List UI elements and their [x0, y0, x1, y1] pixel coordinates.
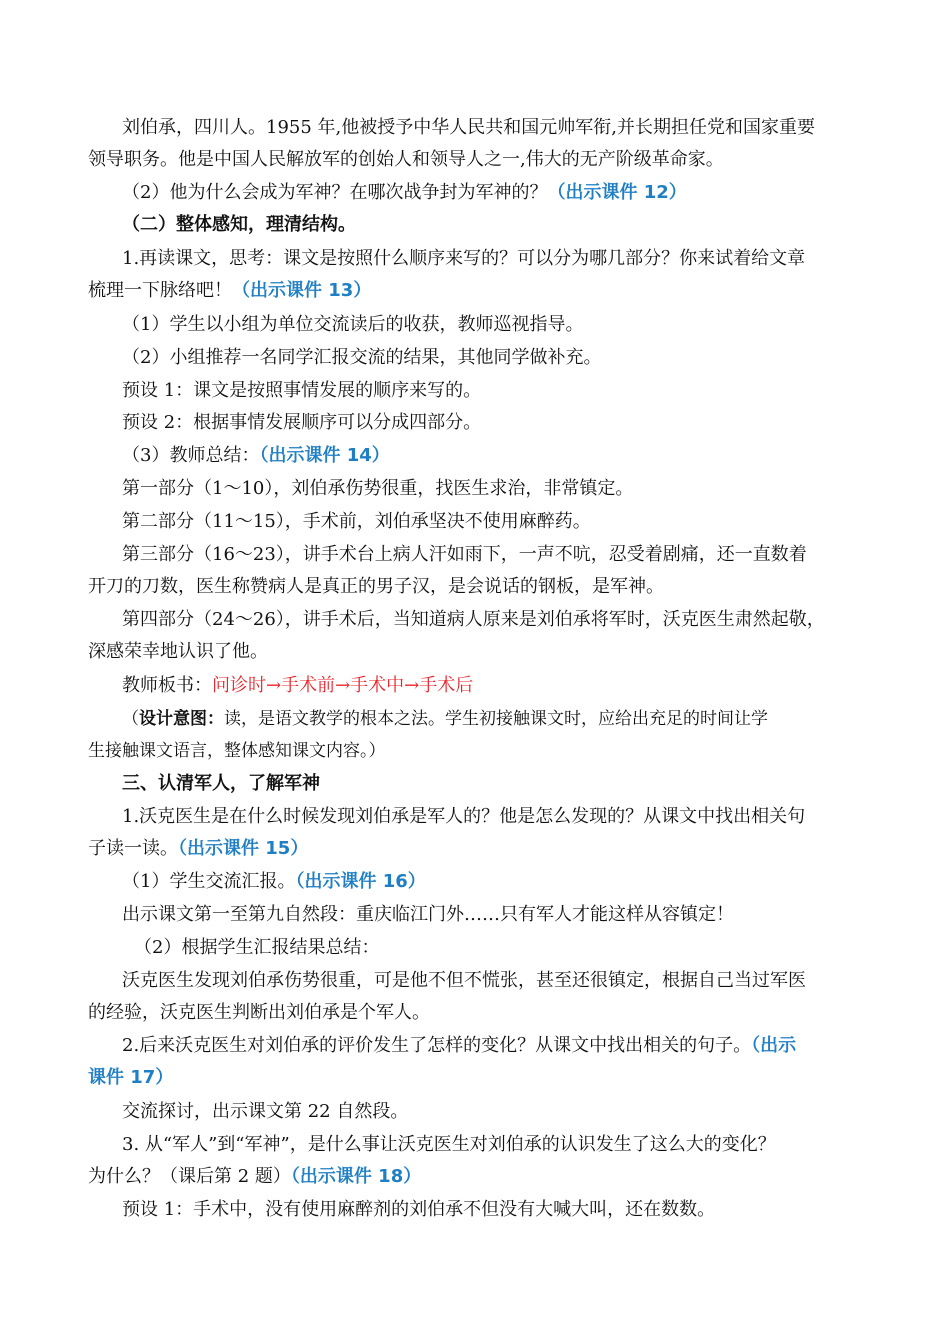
paragraph-text: 第四部分（24～26），讲手术后，当知道病人原来是刘伯承将军时，沃克医生肃然起敬， — [122, 609, 825, 630]
paragraph-text: 梳理一下脉络吧！ — [88, 280, 232, 301]
paragraph-text: 开刀的刀数，医生称赞病人是真正的男子汉，是会说话的钢板，是军神。 — [88, 576, 664, 597]
courseware-ref: （出示课件 14） — [259, 445, 390, 466]
courseware-ref: （出示课件 13） — [232, 280, 372, 301]
design-intent-text: 读，是语文教学的根本之法。学生初接触课文时，应给出充足的时间让学 — [224, 709, 768, 729]
paragraph-text: 领导职务。他是中国人民解放军的创始人和领导人之一,伟大的无产阶级革命家。 — [88, 149, 724, 170]
design-intent-text: 生接触课文语言，整体感知课文内容。） — [88, 741, 386, 761]
board-writing-line — [122, 670, 858, 702]
paragraph-text: 第一部分（1～10），刘伯承伤势很重，找医生求治，非常镇定。 — [122, 478, 634, 499]
paragraph-text: 子读一读。 — [88, 838, 178, 859]
paragraph-text: 预设 2：根据事情发展顺序可以分成四部分。 — [122, 412, 482, 433]
design-intent-label: 设计意图： — [139, 709, 224, 729]
paren-open: （ — [122, 709, 139, 729]
courseware-ref: （出示 — [751, 1035, 797, 1056]
paragraph-text: 第二部分（11～15），手术前，刘伯承坚决不使用麻醉药。 — [122, 511, 591, 532]
paragraph-text: 预设 1：课文是按照事情发展的顺序来写的。 — [122, 380, 482, 401]
paragraph-text: （1）学生交流汇报。 — [122, 871, 296, 892]
paragraph-text: 1.再读课文，思考：课文是按照什么顺序来写的？可以分为哪几部分？你来试着给文章 — [122, 248, 806, 269]
board-label: 教师板书： — [122, 675, 212, 696]
section-heading: （二）整体感知，理清结构。 — [122, 214, 356, 235]
paragraph-text: 预设 1：手术中，没有使用麻醉剂的刘伯承不但没有大喊大叫，还在数数。 — [122, 1199, 716, 1220]
courseware-ref: 课件 17） — [88, 1067, 174, 1088]
paragraph-text: 沃克医生发现刘伯承伤势很重，可是他不但不慌张，甚至还很镇定，根据自己当过军医 — [122, 970, 806, 991]
design-intent-line — [122, 703, 858, 735]
paragraph-line — [122, 866, 858, 898]
paragraph-line — [122, 440, 858, 472]
paragraph-text: 3. 从“军人”到“军神”，是什么事让沃克医生对刘伯承的认识发生了这么大的变化？ — [122, 1134, 776, 1155]
paragraph-line — [122, 1030, 858, 1062]
section-heading: 三、认清军人，了解军神 — [122, 773, 320, 794]
paragraph-line — [88, 275, 858, 307]
question-text: （2）他为什么会成为军神？在哪次战争封为军神的？ — [122, 182, 548, 203]
board-writing: 问诊时→手术前→手术中→手术后 — [212, 675, 474, 696]
paragraph-line — [88, 1161, 858, 1193]
paragraph-text: 第三部分（16～23），讲手术台上病人汗如雨下，一声不吭，忍受着剧痛，还一直数着 — [122, 544, 807, 565]
paragraph-text: 1.沃克医生是在什么时候发现刘伯承是军人的？他是怎么发现的？从课文中找出相关句 — [122, 806, 806, 827]
courseware-ref: （出示课件 12） — [547, 182, 687, 203]
courseware-ref: （出示课件 16） — [295, 871, 426, 892]
paragraph-text: 出示课文第一至第九自然段：重庆临江门外……只有军人才能这样从容镇定！ — [122, 904, 734, 925]
courseware-ref: （出示课件 15） — [178, 838, 309, 859]
courseware-ref: （出示课件 18） — [290, 1166, 422, 1187]
paragraph-text: （2）根据学生汇报结果总结： — [134, 937, 380, 958]
paragraph-line — [88, 833, 858, 865]
paragraph-text: 为什么？（课后第 2 题） — [88, 1166, 291, 1187]
paragraph-text: 的经验，沃克医生判断出刘伯承是个军人。 — [88, 1002, 430, 1023]
question-line — [122, 177, 858, 209]
paragraph-text: （2）小组推荐一名同学汇报交流的结果，其他同学做补充。 — [122, 347, 602, 368]
paragraph-text: （3）教师总结： — [122, 445, 260, 466]
paragraph-text: 2.后来沃克医生对刘伯承的评价发生了怎样的变化？从课文中找出相关的句子。 — [122, 1035, 752, 1056]
paragraph-text: 刘伯承，四川人。1955 年,他被授予中华人民共和国元帅军衔,并长期担任党和国家重要 — [122, 117, 815, 138]
paragraph-text: （1）学生以小组为单位交流读后的收获，教师巡视指导。 — [122, 314, 584, 335]
paragraph-text: 深感荣幸地认识了他。 — [88, 641, 268, 662]
paragraph-text: 交流探讨，出示课文第 22 自然段。 — [122, 1101, 409, 1122]
